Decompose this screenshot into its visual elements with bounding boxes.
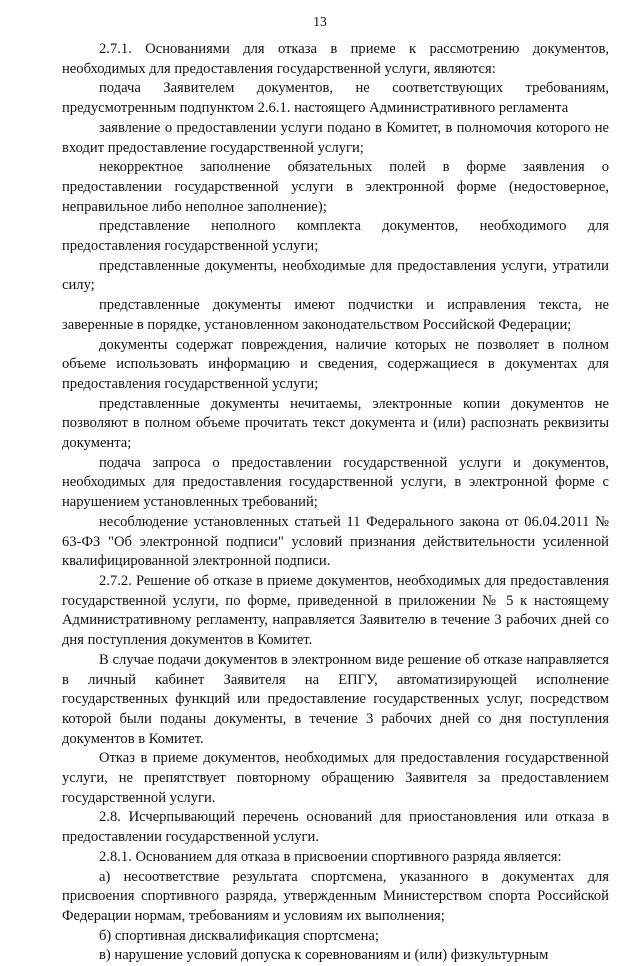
paragraph: представление неполного комплекта документов, необходимого для предоставления государственной услуги; xyxy=(62,218,609,255)
paragraph: представленные документы имеют подчистки и исправления текста, не заверенные в порядке, установленном законодательством Российской Федерации; xyxy=(62,297,609,333)
paragraph: В случае подачи документов в электронном виде решение об отказе направляется в личный кабинет Заявителя на ЕПГУ, автоматизирующей исполнение государственных функций или предоставление государственных услуг, посредством которой были поданы документы, в течение 3 рабочих дней со дня поступления документов в Комитет. xyxy=(62,651,609,747)
paragraph: подача запроса о предоставлении государственной услуги и документов, необходимых для предоставления государственной услуги, в электронной форме с нарушением установленных требований; xyxy=(62,454,609,511)
paragraph: 2.8.1. Основанием для отказа в присвоении спортивного разряда является: xyxy=(99,848,562,865)
paragraph: документы содержат повреждения, наличие которых не позволяет в полном объеме использовать информацию и сведения, содержащиеся в документах для предоставления государственной услуги; xyxy=(62,336,609,392)
paragraph: представленные документы, необходимые для предоставления услуги, утратили силу; xyxy=(62,257,609,294)
paragraph: заявление о предоставлении услуги подано в Комитет, в полномочия которого не входит предоставление государственной услуги; xyxy=(62,119,609,156)
paragraph: некорректное заполнение обязательных полей в форме заявления о предоставлении государственной услуги в электронной форме (недостоверное, неправильное либо неполное заполнение); xyxy=(62,159,609,215)
document-body xyxy=(62,40,609,966)
paragraph: 2.8. Исчерпывающий перечень оснований для приостановления или отказа в предоставлении государственной услуги. xyxy=(62,809,609,846)
paragraph: представленные документы нечитаемы, электронные копии документов не позволяют в полном объеме прочитать текст документа и (или) распознать реквизиты документа; xyxy=(62,395,609,452)
paragraph: несоблюдение установленных статьей 11 Федерального закона от 06.04.2011 № 63-ФЗ "Об электронной подписи" условий признания действительности усиленной квалифицированной электронной подписи. xyxy=(62,513,609,570)
paragraph: в) нарушение условий допуска к соревнованиям и (или) физкультурным xyxy=(99,947,549,964)
paragraph: 2.7.1. Основаниями для отказа в приеме к рассмотрению документов, необходимых для предоставления государственной услуги, являются: xyxy=(62,41,609,77)
paragraph: подача Заявителем документов, не соответствующих требованиям, предусмотренным подпунктом 2.6.1. настоящего Административного регламента xyxy=(62,80,609,117)
paragraph: а) несоответствие результата спортсмена, указанного в документах для присвоения спортивного разряда, утвержденным Министерством спорта Российской Федерации нормам, требованиям и условиям их выполнения; xyxy=(62,868,609,924)
paragraph: б) спортивная дисквалификация спортсмена; xyxy=(99,927,379,944)
paragraph: 2.7.2. Решение об отказе в приеме документов, необходимых для предоставления государственной услуги, по форме, приведенной в приложении № 5 к настоящему Административному регламенту, направляется Заявителю в течение 3 рабочих дней со дня поступления документов в Комитет. xyxy=(62,572,609,649)
page-number: 13 xyxy=(313,14,327,29)
paragraph: Отказ в приеме документов, необходимых для предоставления государственной услуги, не препятствует повторному обращению Заявителя за предоставлением государственной услуги. xyxy=(62,750,609,806)
